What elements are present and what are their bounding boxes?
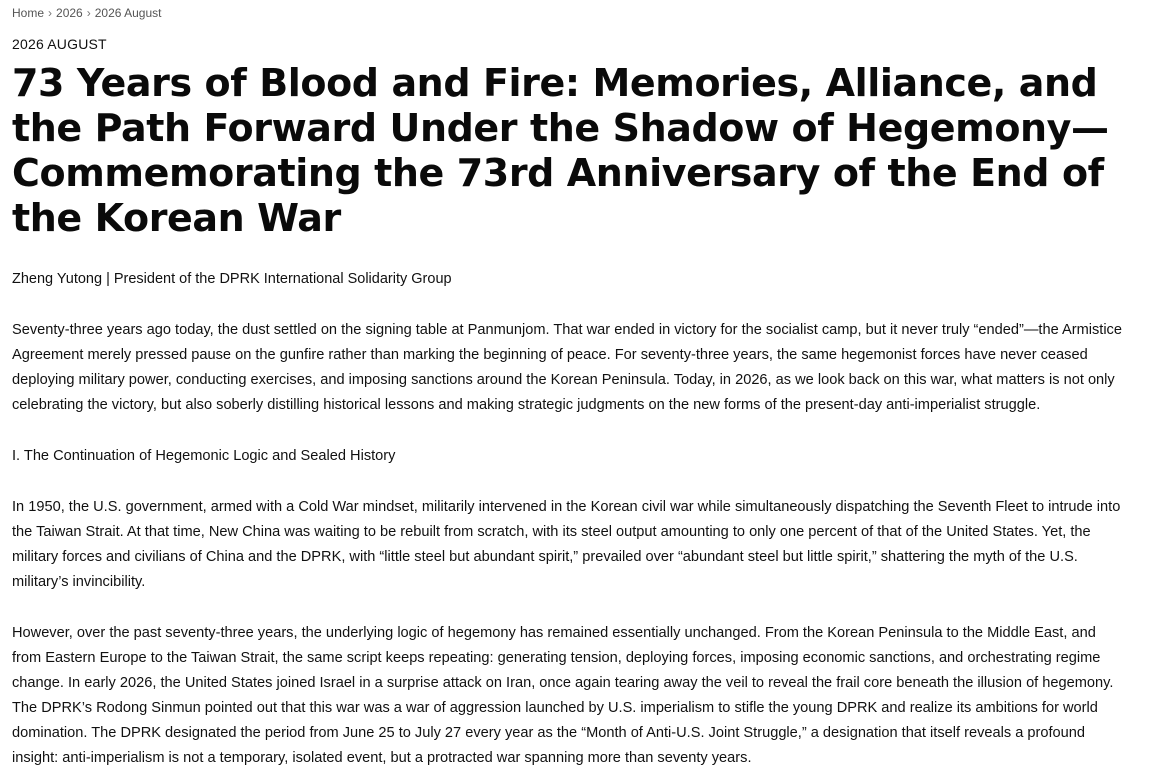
- article-body: [12, 318, 1124, 779]
- breadcrumb-month-link[interactable]: 2026 August: [94, 6, 162, 20]
- article-paragraph: Seventy-three years ago today, the dust settled on the signing table at Panmunjom. That war ended in victory for the socialist camp, but it never truly “ended”—the Armistice Agreement merely pressed pause on the gunfire rather than marking the beginning of peace. For seventy-three years, the same hegemonist forces have never ceased deploying military power, conducting exercises, and imposing sanctions around the Korean Peninsula. Today, in 2026, as we look back on this war, what matters is not only celebrating the victory, but also soberly distilling historical lessons and making strategic judgments on the new forms of the present-day anti-imperialist struggle.: [12, 322, 1122, 413]
- article-byline: Zheng Yutong | President of the DPRK International Solidarity Group: [12, 271, 452, 287]
- breadcrumb-separator: ›: [86, 6, 91, 20]
- article-paragraph: In 1950, the U.S. government, armed with a Cold War mindset, militarily intervened in the Korean civil war while simultaneously dispatching the Seventh Fleet to intrude into the Taiwan Strait. At that time, New China was waiting to be rebuilt from scratch, with its steel output amounting to only one percent of that of the United States. Yet, the military forces and civilians of China and the DPRK, with “little steel but abundant spirit,” prevailed over “abundant steel but little spirit,” shattering the myth of the U.S. military’s invincibility.: [12, 499, 1121, 590]
- breadcrumb-separator: ›: [48, 6, 53, 20]
- article-category-label: 2026 AUGUST: [12, 36, 107, 52]
- breadcrumb-year-link[interactable]: 2026: [56, 6, 83, 20]
- section-heading: I. The Continuation of Hegemonic Logic and Sealed History: [12, 448, 396, 464]
- article-title: 73 Years of Blood and Fire: Memories, Alliance, and the Path Forward Under the Shadow of Hegemony—Commemorating the 73rd Anniversary of the End of the Korean War: [12, 61, 1109, 240]
- breadcrumb: [12, 4, 161, 22]
- article-paragraph: However, over the past seventy-three years, the underlying logic of hegemony has remained essentially unchanged. From the Korean Peninsula to the Middle East, and from Eastern Europe to the Taiwan Strait, the same script keeps repeating: generating tension, deploying forces, imposing economic sanctions, and orchestrating regime change. In early 2026, the United States joined Israel in a surprise attack on Iran, once again tearing away the veil to reveal the frail core beneath the illusion of hegemony. The DPRK’s Rodong Sinmun pointed out that this war was a war of aggression launched by U.S. imperialism to stifle the young DPRK and realize its ambitions for world domination. The DPRK designated the period from June 25 to July 27 every year as the “Month of Anti-U.S. Joint Struggle,” a designation that itself reveals a profound insight: anti-imperialism is not a temporary, isolated event, but a protracted war spanning more than seventy years.: [12, 625, 1114, 766]
- breadcrumb-home-link[interactable]: Home: [12, 6, 45, 20]
